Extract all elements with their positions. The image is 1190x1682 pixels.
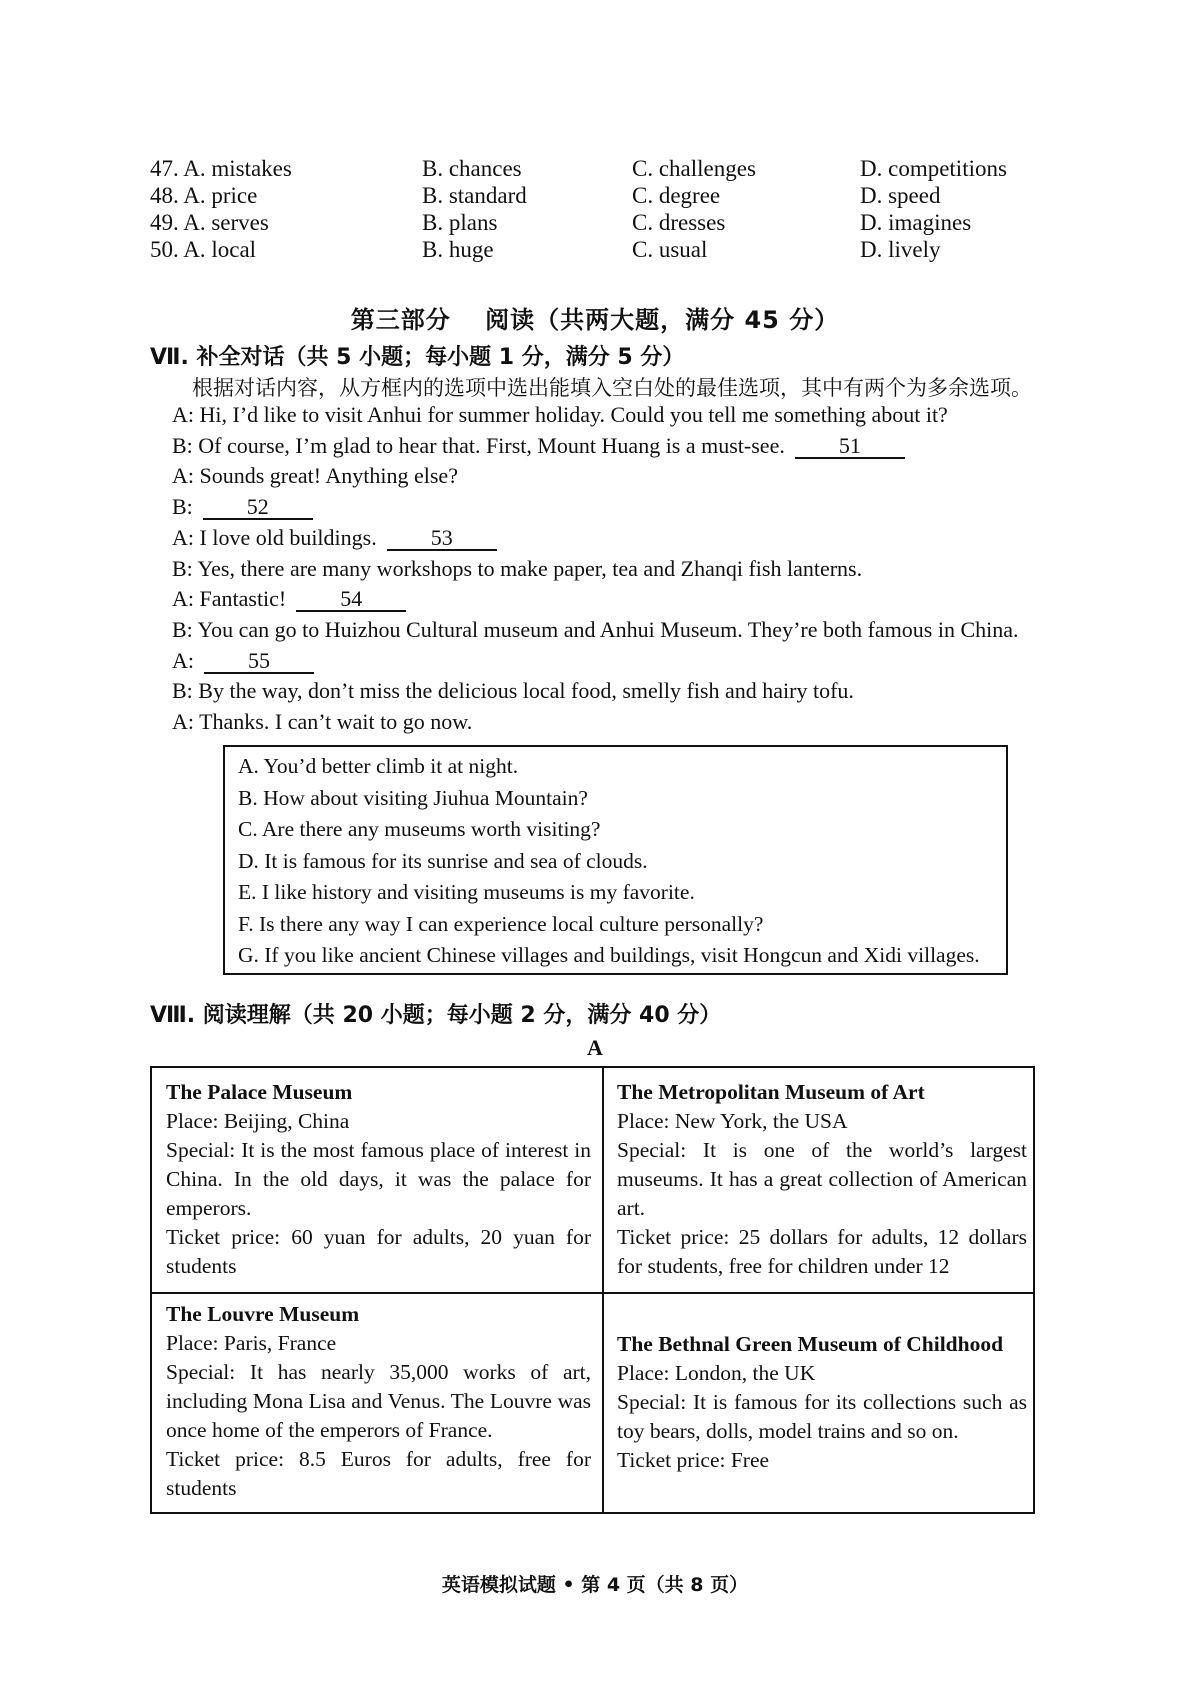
option-a: 49. A. serves xyxy=(150,210,269,235)
museum-name: The Palace Museum xyxy=(166,1080,353,1104)
museum-cell xyxy=(166,1078,591,1281)
dialogue-line: B: 52 xyxy=(172,494,313,520)
museum-cell xyxy=(617,1330,1027,1475)
dialogue-line: A: Sounds great! Anything else? xyxy=(172,463,458,488)
dialogue-line: A: Thanks. I can’t wait to go now. xyxy=(172,709,473,734)
option-d: D. competitions xyxy=(860,156,1007,181)
museum-name: The Bethnal Green Museum of Childhood xyxy=(617,1332,1004,1356)
option-a: 50. A. local xyxy=(150,237,257,262)
museum-place: Place: New York, the USA xyxy=(617,1109,848,1133)
passage-label: A xyxy=(587,1035,603,1060)
section7-instruction: 根据对话内容，从方框内的选项中选出能填入空白处的最佳选项，其中有两个为多余选项。 xyxy=(192,376,1032,400)
option-b: B. plans xyxy=(422,210,498,235)
choice-item: E. I like history and visiting museums is my favorite. xyxy=(238,880,695,904)
choice-item: B. How about visiting Jiuhua Mountain? xyxy=(238,785,588,810)
dialogue-line: B: Of course, I’m glad to hear that. First, Mount Huang is a must-see. 51 xyxy=(172,433,905,459)
museum-name: The Metropolitan Museum of Art xyxy=(617,1080,925,1104)
museum-special: Special: It is one of the world’s largest museums. It has a great collection of American art. xyxy=(617,1138,1027,1220)
option-d: D. imagines xyxy=(860,210,972,235)
option-row-47 xyxy=(150,156,1050,185)
option-b: B. chances xyxy=(422,156,522,181)
museum-table xyxy=(150,1066,1035,1514)
option-row-48 xyxy=(150,183,1050,212)
dialogue-line: A: 55 xyxy=(172,648,314,674)
section8-title: Ⅷ. 阅读理解（共 20 小题；每小题 2 分，满分 40 分） xyxy=(150,1003,722,1028)
blank-54[interactable]: 54 xyxy=(296,588,406,612)
museum-special: Special: It is the most famous place of interest in China. In the old days, it was the palace for emperors. xyxy=(166,1138,591,1220)
option-row-49 xyxy=(150,210,1050,239)
blank-52[interactable]: 52 xyxy=(203,496,313,520)
museum-ticket: Ticket price: 60 yuan for adults, 20 yuan for students xyxy=(166,1225,591,1278)
choice-item: C. Are there any museums worth visiting? xyxy=(238,817,601,841)
option-c: C. usual xyxy=(632,237,708,262)
museum-name: The Louvre Museum xyxy=(166,1302,360,1326)
museum-cell xyxy=(166,1300,591,1503)
dialogue-line: A: Fantastic! 54 xyxy=(172,586,406,612)
dialogue-line: A: Hi, I’d like to visit Anhui for summer holiday. Could you tell me something about it? xyxy=(172,402,948,427)
part-heading: 第三部分 阅读（共两大题，满分 45 分） xyxy=(350,306,840,334)
option-a: 47. A. mistakes xyxy=(150,156,292,181)
blank-53[interactable]: 53 xyxy=(387,527,497,551)
option-d: D. lively xyxy=(860,237,941,262)
option-b: B. standard xyxy=(422,183,527,208)
choices-box xyxy=(223,745,1008,975)
section7-title: Ⅶ. 补全对话（共 5 小题；每小题 1 分，满分 5 分） xyxy=(150,345,685,370)
museum-place: Place: London, the UK xyxy=(617,1361,816,1385)
dialogue-line: B: By the way, don’t miss the delicious local food, smelly fish and hairy tofu. xyxy=(172,678,854,703)
table-divider xyxy=(152,1292,1033,1294)
option-b: B. huge xyxy=(422,237,494,262)
museum-place: Place: Beijing, China xyxy=(166,1109,350,1133)
museum-ticket: Ticket price: 8.5 Euros for adults, free for students xyxy=(166,1447,591,1500)
option-a: 48. A. price xyxy=(150,183,258,208)
option-c: C. dresses xyxy=(632,210,726,235)
blank-55[interactable]: 55 xyxy=(204,650,314,674)
choice-item: D. It is famous for its sunrise and sea of clouds. xyxy=(238,848,648,873)
museum-ticket: Ticket price: Free xyxy=(617,1448,770,1472)
choice-item: F. Is there any way I can experience local culture personally? xyxy=(238,911,764,936)
choice-item: A. You’d better climb it at night. xyxy=(238,754,519,778)
option-c: C. degree xyxy=(632,183,721,208)
option-row-50 xyxy=(150,237,1050,266)
museum-place: Place: Paris, France xyxy=(166,1331,337,1355)
dialogue-line: B: Yes, there are many workshops to make paper, tea and Zhanqi fish lanterns. xyxy=(172,556,863,581)
blank-51[interactable]: 51 xyxy=(795,435,905,459)
museum-cell xyxy=(617,1078,1027,1281)
option-c: C. challenges xyxy=(632,156,756,181)
table-divider xyxy=(602,1068,604,1512)
museum-ticket: Ticket price: 25 dollars for adults, 12 dollars for students, free for children under 12 xyxy=(617,1225,1027,1278)
page-footer: 英语模拟试题 • 第 4 页（共 8 页） xyxy=(441,1574,749,1596)
dialogue-line: A: I love old buildings. 53 xyxy=(172,525,497,551)
museum-special: Special: It has nearly 35,000 works of art, including Mona Lisa and Venus. The Louvre was once home of the emperors of France. xyxy=(166,1360,591,1442)
dialogue-line: B: You can go to Huizhou Cultural museum and Anhui Museum. They’re both famous in China. xyxy=(172,617,1019,642)
option-d: D. speed xyxy=(860,183,941,208)
museum-special: Special: It is famous for its collections such as toy bears, dolls, model trains and so on. xyxy=(617,1390,1027,1443)
choice-item: G. If you like ancient Chinese villages and buildings, visit Hongcun and Xidi villages. xyxy=(238,943,980,967)
